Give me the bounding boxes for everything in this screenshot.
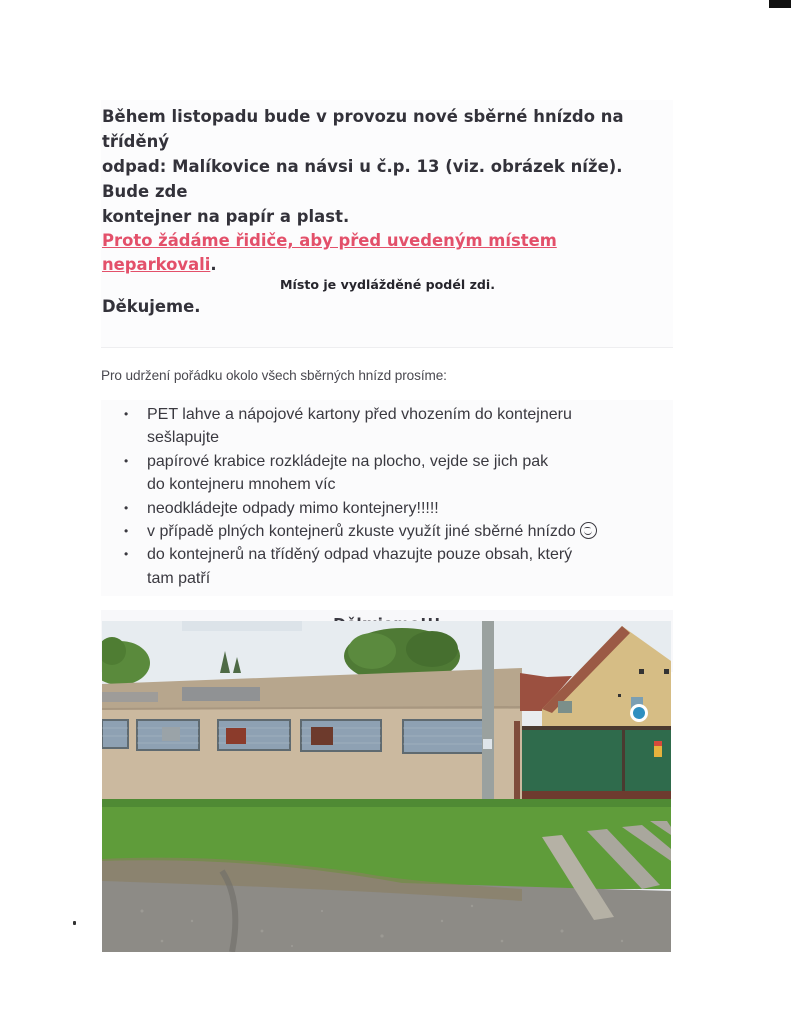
rule-line: sešlapujte: [147, 429, 220, 447]
announcement-text: [102, 104, 673, 229]
rule-line: papírové krabice rozkládejte na plocho, vejde se jich pak: [147, 452, 549, 470]
collection-point-photo: [102, 621, 671, 952]
announcement-line: Během listopadu bude v provozu nové sběrné hnízdo na tříděný: [102, 107, 624, 151]
bullet-icon: •: [124, 407, 129, 421]
rule-text: [147, 520, 673, 543]
announcement-line: odpad: Malíkovice na návsi u č.p. 13 (viz. obrázek níže). Bude zde: [102, 157, 623, 201]
rule-line: PET lahve a nápojové kartony před vhozením do kontejneru: [147, 406, 572, 423]
rule-line: do kontejneru mnohem víc: [147, 476, 336, 494]
rule-text: [147, 543, 673, 590]
scan-speck: [73, 921, 76, 925]
parking-request-period: .: [210, 255, 217, 274]
rules-intro: Pro udržení pořádku okolo všech sběrných hnízd prosíme:: [101, 368, 447, 383]
smiley-icon: [580, 522, 597, 539]
paved-area-note: Místo je vydlážděné podél zdi.: [279, 277, 496, 292]
rules-list: [101, 400, 673, 596]
announcement-line: kontejner na papír a plast.: [102, 207, 350, 226]
rule-text: [147, 403, 673, 450]
bullet-icon: •: [124, 524, 129, 539]
street-photo-illustration: [102, 621, 671, 952]
scan-corner-mark: [769, 0, 791, 8]
rule-item: [101, 543, 673, 590]
rule-line: tam patří: [147, 569, 211, 587]
bullet-icon: •: [124, 453, 129, 468]
rule-line: neodkládejte odpady mimo kontejnery!!!!!: [147, 499, 439, 517]
rule-item: [101, 403, 673, 450]
rule-line: v případě plných kontejnerů zkuste využít jiné sběrné hnízdo: [147, 523, 576, 541]
rule-item: [101, 520, 673, 543]
rule-item: [101, 497, 673, 520]
parking-request-text: Proto žádáme řidiče, aby před uvedeným místem neparkovali: [102, 231, 557, 274]
announcement-section: [101, 100, 673, 348]
rule-text: [147, 497, 673, 520]
announcement-thanks: Děkujeme.: [102, 297, 201, 316]
document-page: [101, 100, 673, 672]
bullet-icon: •: [124, 547, 129, 562]
bullet-icon: •: [124, 500, 129, 515]
rule-text: [147, 450, 673, 497]
rule-line: do kontejnerů na tříděný odpad vhazujte pouze obsah, který: [147, 546, 573, 564]
parking-request: [102, 229, 673, 277]
rule-item: [101, 450, 673, 497]
